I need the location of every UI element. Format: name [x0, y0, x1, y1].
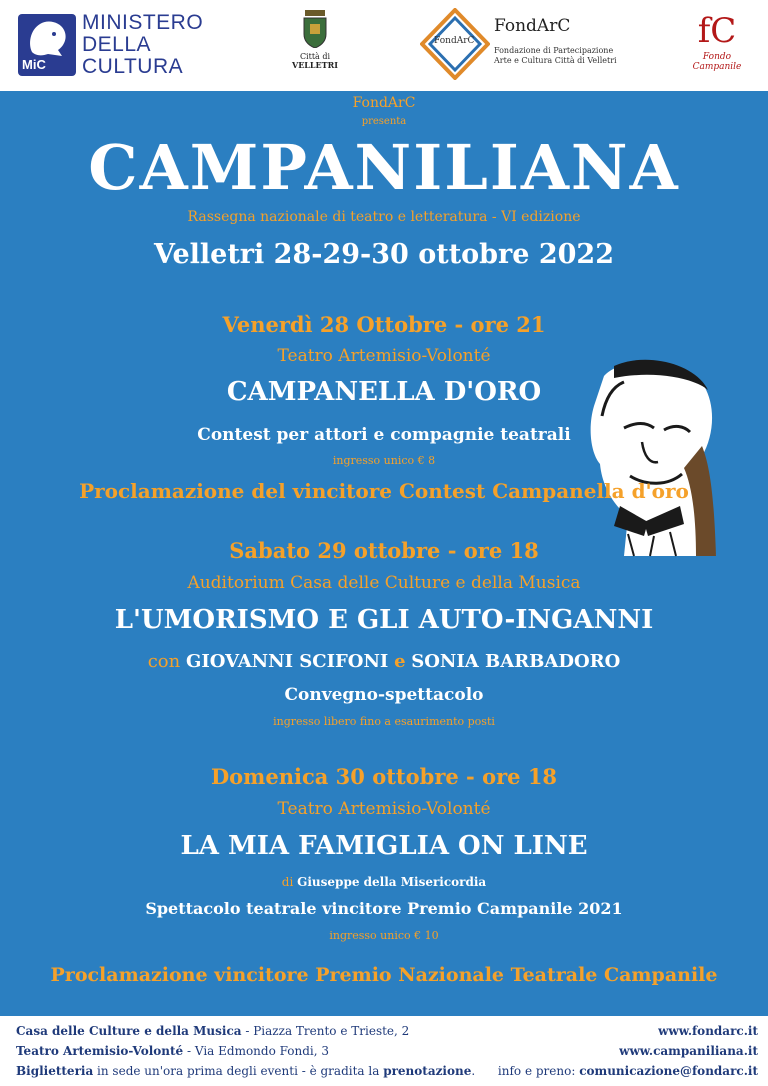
footer-location1 — [16, 1024, 409, 1038]
event3-desc: Spettacolo teatrale vincitore Premio Campanile 2021 — [145, 899, 623, 918]
fondo-campanile-logo — [682, 12, 752, 74]
footer-location2-address: - Via Edmondo Fondi, 3 — [183, 1044, 330, 1058]
fondarc-desc-line2: Arte e Cultura Città di Velletri — [494, 56, 617, 65]
footer — [0, 1016, 768, 1086]
footer-ticket-end: . — [471, 1064, 476, 1078]
mic-line2: DELLA — [82, 33, 152, 56]
mic-wordmark — [82, 12, 203, 78]
event3-title: LA MIA FAMIGLIA ON LINE — [180, 831, 588, 861]
subtitle: Rassegna nazionale di teatro e letteratura - VI edizione — [187, 209, 581, 225]
mic-line3: CULTURA — [82, 55, 184, 78]
footer-ticket-label: Biglietteria — [16, 1064, 94, 1078]
event2-guests — [0, 651, 768, 672]
footer-site-campaniliana[interactable]: www.campaniliana.it — [619, 1044, 758, 1058]
velletri-line1: Città di — [299, 52, 331, 61]
event3-when: Domenica 30 ottobre - ore 18 — [210, 764, 558, 789]
fondarc-logo — [420, 8, 660, 80]
footer-contact-email[interactable]: comunicazione@fondarc.it — [579, 1064, 758, 1078]
footer-location2 — [16, 1044, 329, 1058]
event3-price: ingresso unico € 10 — [329, 929, 439, 942]
fondarc-desc-line1: Fondazione di Partecipazione — [494, 46, 614, 55]
footer-location1-name: Casa delle Culture e della Musica — [16, 1024, 242, 1038]
intro-presenta: presenta — [361, 116, 407, 127]
fondarc-name: FondArC — [494, 16, 571, 36]
velletri-text — [280, 52, 350, 70]
fc-mark: fC — [697, 11, 737, 51]
poster-main — [0, 91, 768, 1016]
event2-venue: Auditorium Casa delle Culture e della Musica — [187, 573, 581, 593]
event2-guest2: SONIA BARBADORO — [411, 651, 621, 672]
event2-and: e — [394, 651, 406, 672]
event2-desc: Convegno-spettacolo — [284, 685, 484, 705]
footer-ticket-bold: prenotazione — [383, 1064, 472, 1078]
footer-contact-label: info e preno: — [497, 1064, 580, 1078]
intro-org: FondArC — [352, 95, 416, 111]
event1-when: Venerdì 28 Ottobre - ore 21 — [222, 312, 546, 337]
event2-title: L'UMORISMO E GLI AUTO-INGANNI — [114, 605, 654, 635]
event3-venue: Teatro Artemisio-Volonté — [277, 799, 491, 819]
page-title: CAMPANILIANA — [88, 131, 680, 204]
footer-site-fondarc[interactable]: www.fondarc.it — [658, 1024, 758, 1038]
mic-emblem-icon — [18, 14, 76, 76]
event2-price: ingresso libero fino a esaurimento posti — [273, 715, 495, 728]
velletri-crest-icon — [302, 10, 328, 48]
footer-location1-address: - Piazza Trento e Trieste, 2 — [241, 1024, 410, 1038]
mic-line1: MINISTERO — [82, 11, 204, 34]
fc-label: Fondo Campanile — [692, 52, 742, 72]
ministero-cultura-logo — [18, 12, 208, 80]
event3-author-line — [0, 875, 768, 889]
event1-title: CAMPANELLA D'ORO — [226, 377, 542, 407]
event3-by: di — [281, 875, 294, 889]
event3-author: Giuseppe della Misericordia — [297, 875, 487, 889]
event2-when: Sabato 29 ottobre - ore 18 — [229, 538, 539, 563]
footer-ticketing — [16, 1064, 475, 1078]
event-dates: Velletri 28-29-30 ottobre 2022 — [153, 239, 614, 270]
final-note: Proclamazione vincitore Premio Nazionale Teatrale Campanile — [50, 964, 718, 986]
event1-desc: Contest per attori e compagnie teatrali — [197, 425, 571, 445]
event2-with: con — [147, 651, 181, 672]
mic-badge-text: MiC — [22, 57, 46, 72]
citta-velletri-logo — [280, 10, 350, 80]
event1-venue: Teatro Artemisio-Volonté — [277, 346, 491, 366]
event1-note: Proclamazione del vincitore Contest Campanella d'oro — [79, 479, 689, 503]
footer-contact — [498, 1064, 758, 1078]
footer-location2-name: Teatro Artemisio-Volonté — [16, 1044, 184, 1058]
fondarc-diamond-text: FondArC — [434, 36, 475, 46]
header-logos — [0, 0, 768, 91]
event1-price: ingresso unico € 8 — [332, 454, 436, 467]
fondarc-description — [494, 46, 617, 66]
event2-guest1: GIOVANNI SCIFONI — [185, 651, 389, 672]
footer-ticket-text: in sede un'ora prima degli eventi - è gradita la — [93, 1064, 384, 1078]
velletri-line2: VELLETRI — [292, 60, 338, 70]
fondarc-diamond-icon — [420, 8, 490, 80]
